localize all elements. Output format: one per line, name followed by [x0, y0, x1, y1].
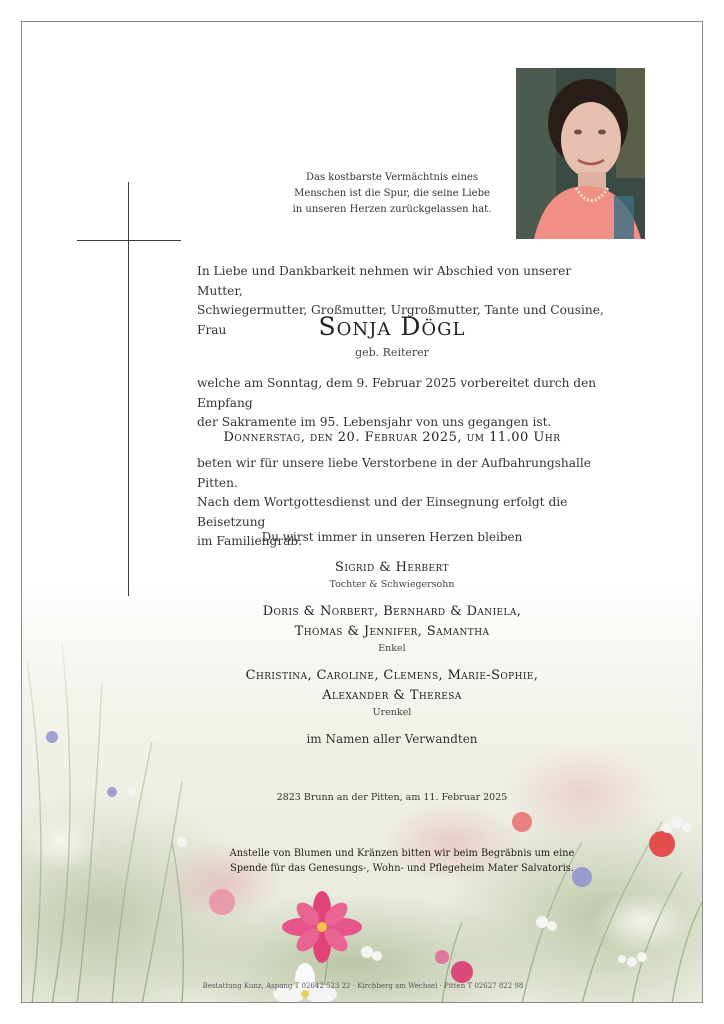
family-names: Alexander & Theresa: [322, 688, 462, 703]
quote-line: Das kostbarste Vermächtnis eines: [306, 172, 478, 183]
family-names: Thomas & Jennifer, Samantha: [294, 624, 490, 639]
family-names: Sigrid & Herbert: [335, 560, 449, 575]
passing-paragraph: [197, 374, 607, 433]
note-line: Anstelle von Blumen und Kränzen bitten wir beim Begräbnis um eine: [229, 848, 575, 859]
cross-horizontal-line: [77, 240, 181, 241]
closing-line: Du wirst immer in unseren Herzen bleiben: [261, 530, 523, 544]
intro-line: In Liebe und Dankbarkeit nehmen wir Abschied von unserer Mutter,: [197, 264, 572, 298]
donation-note: [207, 846, 597, 876]
service-line: im Familiengrab.: [197, 534, 303, 548]
deceased-name: Sonja Dögl: [318, 312, 466, 341]
family-group-great-grandchildren: [177, 666, 607, 720]
family-relation: Urenkel: [372, 707, 412, 718]
intro-line: Schwiegermutter, Großmutter, Urgroßmutter, Tante und Cousine, Frau: [197, 303, 604, 337]
quote-line: Menschen ist die Spur, die seine Liebe: [294, 188, 490, 199]
family-names: Christina, Caroline, Clemens, Marie-Sophie,: [245, 668, 539, 683]
service-datetime: Donnerstag, den 20. Februar 2025, um 11.00 Uhr: [223, 430, 561, 445]
service-line: Nach dem Wortgottesdienst und der Einsegnung erfolgt die Beisetzung: [197, 495, 568, 529]
family-relation: Enkel: [378, 643, 406, 654]
quote-line: in unseren Herzen zurückgelassen hat.: [292, 204, 492, 215]
service-line: beten wir für unsere liebe Verstorbene in der Aufbahrungshalle Pitten.: [197, 456, 592, 490]
passing-line: der Sakramente im 95. Lebensjahr von uns gegangen ist.: [197, 415, 552, 429]
note-line: Spende für das Genesungs-, Wohn- und Pflegeheim Mater Salvatoris.: [230, 863, 574, 874]
cross-vertical-line: [128, 182, 129, 596]
obituary-card: [21, 21, 703, 1003]
passing-line: welche am Sonntag, dem 9. Februar 2025 vorbereitet durch den Empfang: [197, 376, 597, 410]
relatives-line: im Namen aller Verwandten: [306, 732, 478, 746]
funeral-home-footer: Bestattung Kunz, Aspang T 02642 523 22 · Kirchberg am Wechsel · Pitten T 02627 822 98: [202, 982, 524, 990]
birth-name: geb. Reiterer: [355, 346, 429, 359]
memorial-quote: [272, 170, 512, 218]
place-and-date: 2823 Brunn an der Pitten, am 11. Februar 2025: [276, 792, 508, 803]
family-group-grandchildren: [177, 602, 607, 656]
portrait-photo: [516, 68, 645, 239]
family-group-children: [177, 558, 607, 592]
family-names: Doris & Norbert, Bernhard & Daniela,: [262, 604, 522, 619]
family-relation: Tochter & Schwiegersohn: [329, 579, 455, 590]
